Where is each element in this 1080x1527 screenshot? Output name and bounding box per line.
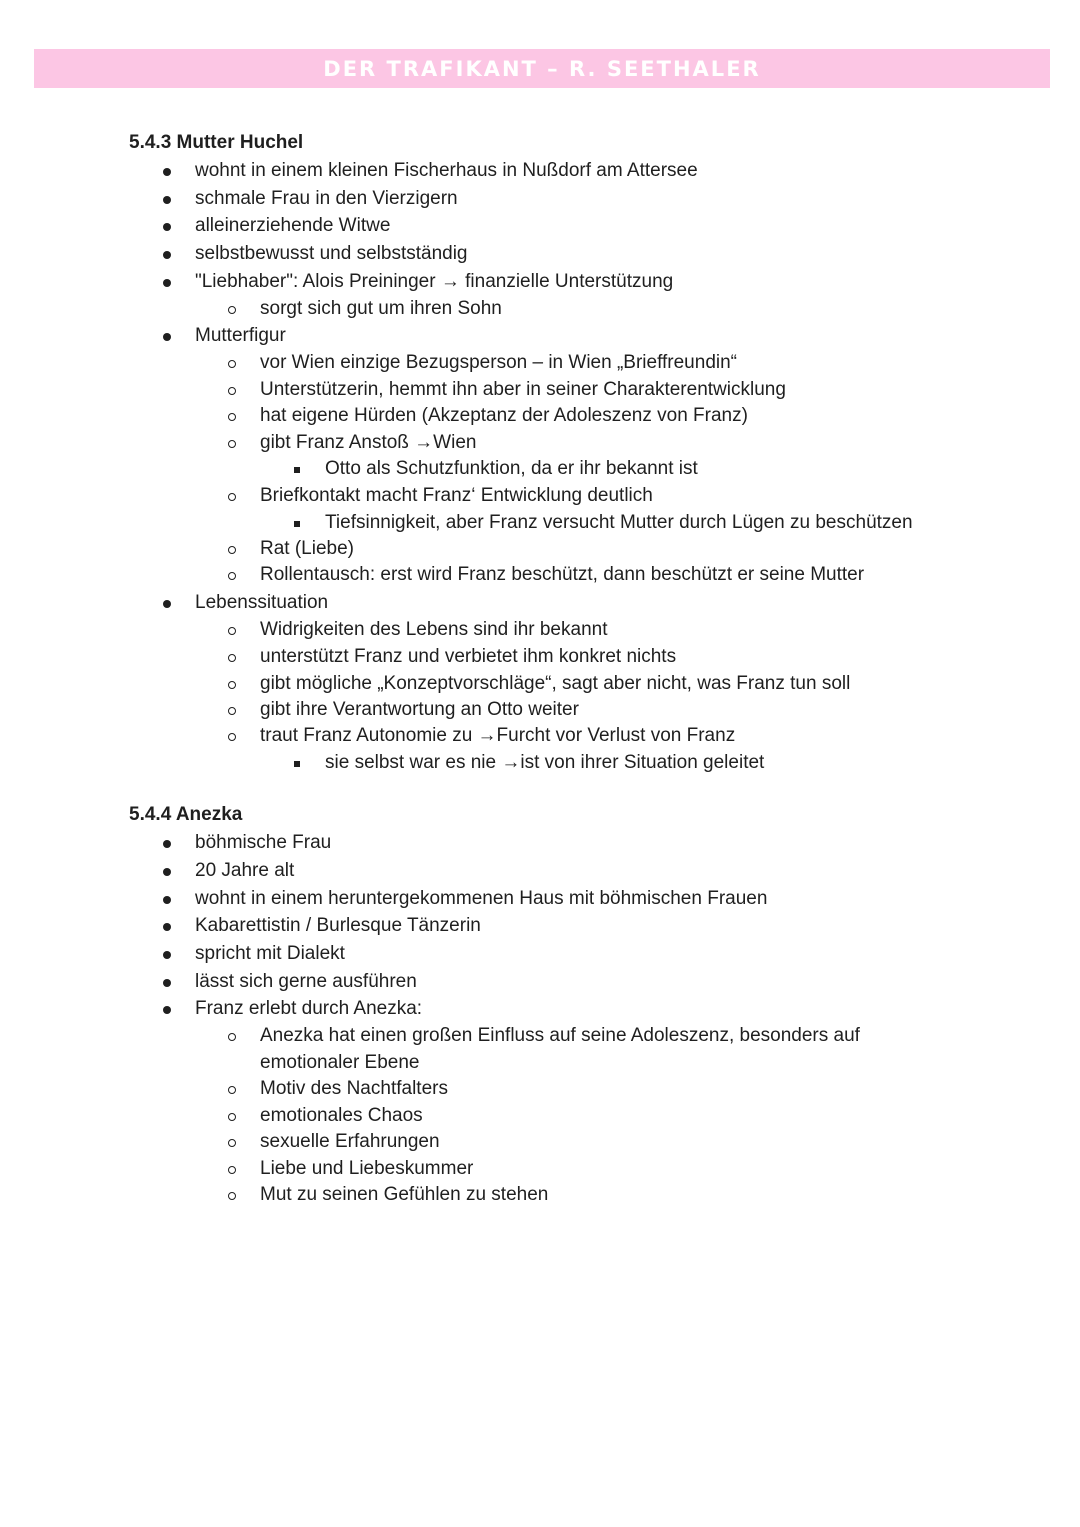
list-item: Mut zu seinen Gefühlen zu stehen bbox=[260, 1184, 549, 1205]
section-title-mutter-huchel: 5.4.3 Mutter Huchel bbox=[129, 132, 304, 153]
list-item: Mutterfigur bbox=[195, 325, 286, 346]
bullet-circle-icon bbox=[228, 493, 236, 501]
list-item: Rat (Liebe) bbox=[260, 538, 354, 559]
bullet-dot-icon bbox=[163, 196, 171, 204]
list-item: emotionales Chaos bbox=[260, 1105, 423, 1126]
bullet-dot-icon bbox=[163, 951, 171, 959]
list-item: "Liebhaber": Alois Preininger → finanzielle Unterstützung bbox=[195, 271, 674, 292]
bullet-circle-icon bbox=[228, 360, 236, 368]
bullet-dot-icon bbox=[163, 840, 171, 848]
list-item: Franz erlebt durch Anezka: bbox=[195, 998, 423, 1019]
document-title: DER TRAFIKANT – R. SEETHALER bbox=[323, 56, 761, 81]
bullet-dot-icon bbox=[163, 251, 171, 259]
bullet-circle-icon bbox=[228, 707, 236, 715]
list-item: gibt Franz Anstoß →Wien bbox=[260, 432, 477, 453]
bullet-circle-icon bbox=[228, 1033, 236, 1041]
list-item: spricht mit Dialekt bbox=[195, 943, 345, 964]
bullet-circle-icon bbox=[228, 1113, 236, 1121]
bullet-circle-icon bbox=[228, 681, 236, 689]
list-item: Otto als Schutzfunktion, da er ihr bekannt ist bbox=[325, 458, 698, 479]
list-item: 20 Jahre alt bbox=[195, 860, 295, 881]
bullet-square-icon bbox=[294, 761, 300, 767]
list-item: Briefkontakt macht Franz‘ Entwicklung deutlich bbox=[260, 485, 653, 506]
list-item: Anezka hat einen großen Einfluss auf seine Adoleszenz, besonders auf bbox=[260, 1025, 860, 1046]
bullet-circle-icon bbox=[228, 306, 236, 314]
bullet-dot-icon bbox=[163, 923, 171, 931]
list-item: Unterstützerin, hemmt ihn aber in seiner Charakterentwicklung bbox=[260, 379, 786, 400]
list-item: Rollentausch: erst wird Franz beschützt, dann beschützt er seine Mutter bbox=[260, 564, 865, 585]
section-title-anezka: 5.4.4 Anezka bbox=[129, 804, 243, 825]
list-item: gibt mögliche „Konzeptvorschläge“, sagt aber nicht, was Franz tun soll bbox=[260, 673, 851, 694]
list-item: unterstützt Franz und verbietet ihm konkret nichts bbox=[260, 646, 677, 667]
list-item: Motiv des Nachtfalters bbox=[260, 1078, 448, 1099]
bullet-dot-icon bbox=[163, 168, 171, 176]
bullet-circle-icon bbox=[228, 546, 236, 554]
bullet-circle-icon bbox=[228, 1139, 236, 1147]
bullet-circle-icon bbox=[228, 654, 236, 662]
bullet-circle-icon bbox=[228, 387, 236, 395]
bullet-dot-icon bbox=[163, 333, 171, 341]
list-item: alleinerziehende Witwe bbox=[195, 215, 391, 236]
list-item: gibt ihre Verantwortung an Otto weiter bbox=[260, 699, 579, 720]
list-item: Widrigkeiten des Lebens sind ihr bekannt bbox=[260, 619, 608, 640]
list-item: Kabarettistin / Burlesque Tänzerin bbox=[195, 915, 481, 936]
list-item: wohnt in einem kleinen Fischerhaus in Nußdorf am Attersee bbox=[195, 160, 698, 181]
list-item: vor Wien einzige Bezugsperson – in Wien „Brieffreundin“ bbox=[260, 352, 737, 373]
header-bar bbox=[34, 49, 1050, 88]
bullet-dot-icon bbox=[163, 868, 171, 876]
list-item: Liebe und Liebeskummer bbox=[260, 1158, 474, 1179]
bullet-circle-icon bbox=[228, 733, 236, 741]
list-item: sie selbst war es nie →ist von ihrer Situation geleitet bbox=[325, 752, 765, 773]
bullet-dot-icon bbox=[163, 279, 171, 287]
list-item: hat eigene Hürden (Akzeptanz der Adoleszenz von Franz) bbox=[260, 405, 748, 426]
bullet-square-icon bbox=[294, 467, 300, 473]
bullet-circle-icon bbox=[228, 1192, 236, 1200]
list-item: sorgt sich gut um ihren Sohn bbox=[260, 298, 502, 319]
bullet-dot-icon bbox=[163, 223, 171, 231]
bullet-dot-icon bbox=[163, 979, 171, 987]
list-item: sexuelle Erfahrungen bbox=[260, 1131, 440, 1152]
list-item: wohnt in einem heruntergekommenen Haus mit böhmischen Frauen bbox=[195, 888, 768, 909]
bullet-circle-icon bbox=[228, 572, 236, 580]
list-item: böhmische Frau bbox=[195, 832, 332, 853]
list-item: traut Franz Autonomie zu →Furcht vor Verlust von Franz bbox=[260, 725, 736, 746]
list-item: selbstbewusst und selbstständig bbox=[195, 243, 468, 264]
list-item: schmale Frau in den Vierzigern bbox=[195, 188, 458, 209]
bullet-circle-icon bbox=[228, 413, 236, 421]
bullet-dot-icon bbox=[163, 600, 171, 608]
list-item: emotionaler Ebene bbox=[260, 1052, 420, 1073]
bullet-circle-icon bbox=[228, 440, 236, 448]
list-item: Tiefsinnigkeit, aber Franz versucht Mutter durch Lügen zu beschützen bbox=[325, 512, 913, 533]
bullet-dot-icon bbox=[163, 1006, 171, 1014]
bullet-circle-icon bbox=[228, 1086, 236, 1094]
bullet-square-icon bbox=[294, 521, 300, 527]
bullet-circle-icon bbox=[228, 1166, 236, 1174]
bullet-circle-icon bbox=[228, 627, 236, 635]
list-item: Lebenssituation bbox=[195, 592, 329, 613]
list-item: lässt sich gerne ausführen bbox=[195, 971, 417, 992]
bullet-dot-icon bbox=[163, 896, 171, 904]
